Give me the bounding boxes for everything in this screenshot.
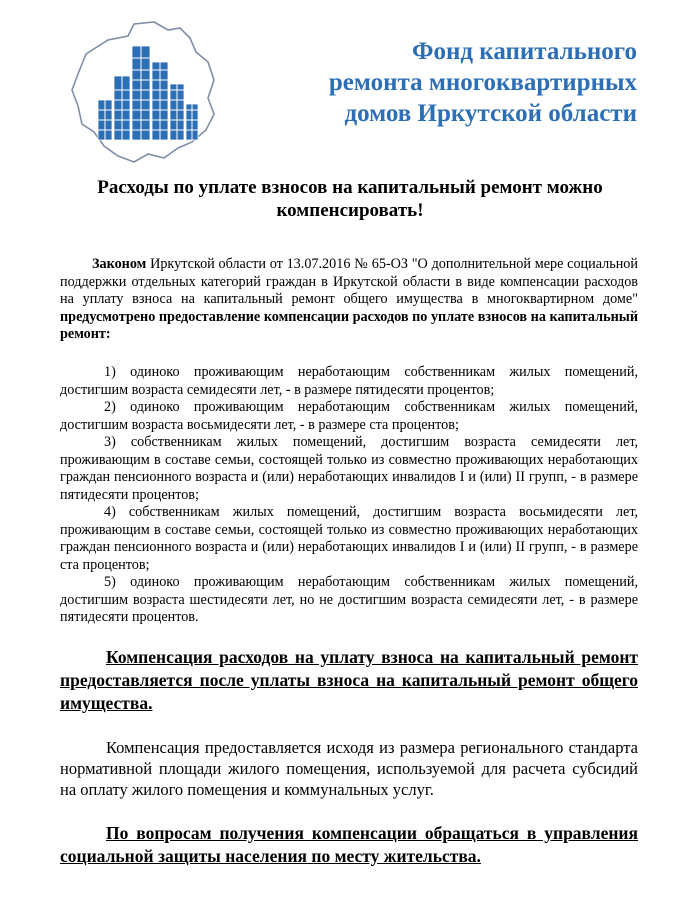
list-item: 4) собственникам жилых помещений, достигшим возраста восьмидесяти лет, проживающим в составе семьи, состоящей только из совместно проживающих неработающих граждан пенсионного возраста и (или) неработающих инвалидов I и (или) II групп, - в размере ста процентов; — [60, 504, 638, 573]
contact-notice: По вопросам получения компенсации обращаться в управления социальной защиты населения по месту жительства. — [60, 823, 638, 866]
list-item: 2) одиноко проживающим неработающим собственникам жилых помещений, достигшим возраста восьмидесяти лет, - в размере ста процентов; — [60, 399, 638, 433]
list-item: 1) одиноко проживающим неработающим собственникам жилых помещений, достигшим возраста семидесяти лет, - в размере пятидесяти процентов; — [60, 364, 638, 398]
irkutsk-region-buildings-logo-icon — [68, 18, 220, 166]
intro-text: Иркутской области от 13.07.2016 № 65-ОЗ "О дополнительной мере социальной поддержки отдельных категорий граждан в Иркутской области в виде компенсации расходов на уплату взноса на капитальный ремонт общего имущества в многоквартирном доме" — [60, 256, 638, 307]
list-item: 5) одиноко проживающим неработающим собственникам жилых помещений, достигшим возраста шестидесяти лет, но не достигшим возраста семидесяти лет, - в размере пятидесяти процентов. — [60, 574, 638, 625]
intro-lead: Законом — [92, 256, 147, 272]
org-title-line: ремонта многоквартирных — [328, 69, 637, 96]
payment-notice: Компенсация расходов на уплату взноса на капитальный ремонт предоставляется после уплаты взноса на капитальный ремонт общего имущества. — [60, 647, 638, 713]
compensation-paragraph: Компенсация предоставляется исходя из размера регионального стандарта нормативной площади жилого помещения, используемой для расчета субсидий на оплату жилого помещения и коммунальных услуг. — [60, 738, 638, 799]
eligibility-list — [60, 364, 638, 627]
intro-tail: предусмотрено предоставление компенсации расходов по уплате взносов на капитальный ремонт: — [60, 308, 638, 342]
page-headline: Расходы по уплате взносов на капитальный ремонт можно компенсировать! — [97, 177, 603, 221]
org-title-line: домов Иркутской области — [344, 100, 637, 127]
org-title — [217, 36, 637, 129]
list-item: 3) собственникам жилых помещений, достигшим возраста семидесяти лет, проживающим в составе семьи, состоящей только из совместно проживающих неработающих граждан пенсионного возраста и (или) неработающих инвалидов I и (или) II групп, - в размере пятидесяти процентов; — [60, 434, 638, 503]
org-title-line: Фонд капитального — [412, 38, 637, 65]
intro-paragraph — [60, 256, 638, 344]
